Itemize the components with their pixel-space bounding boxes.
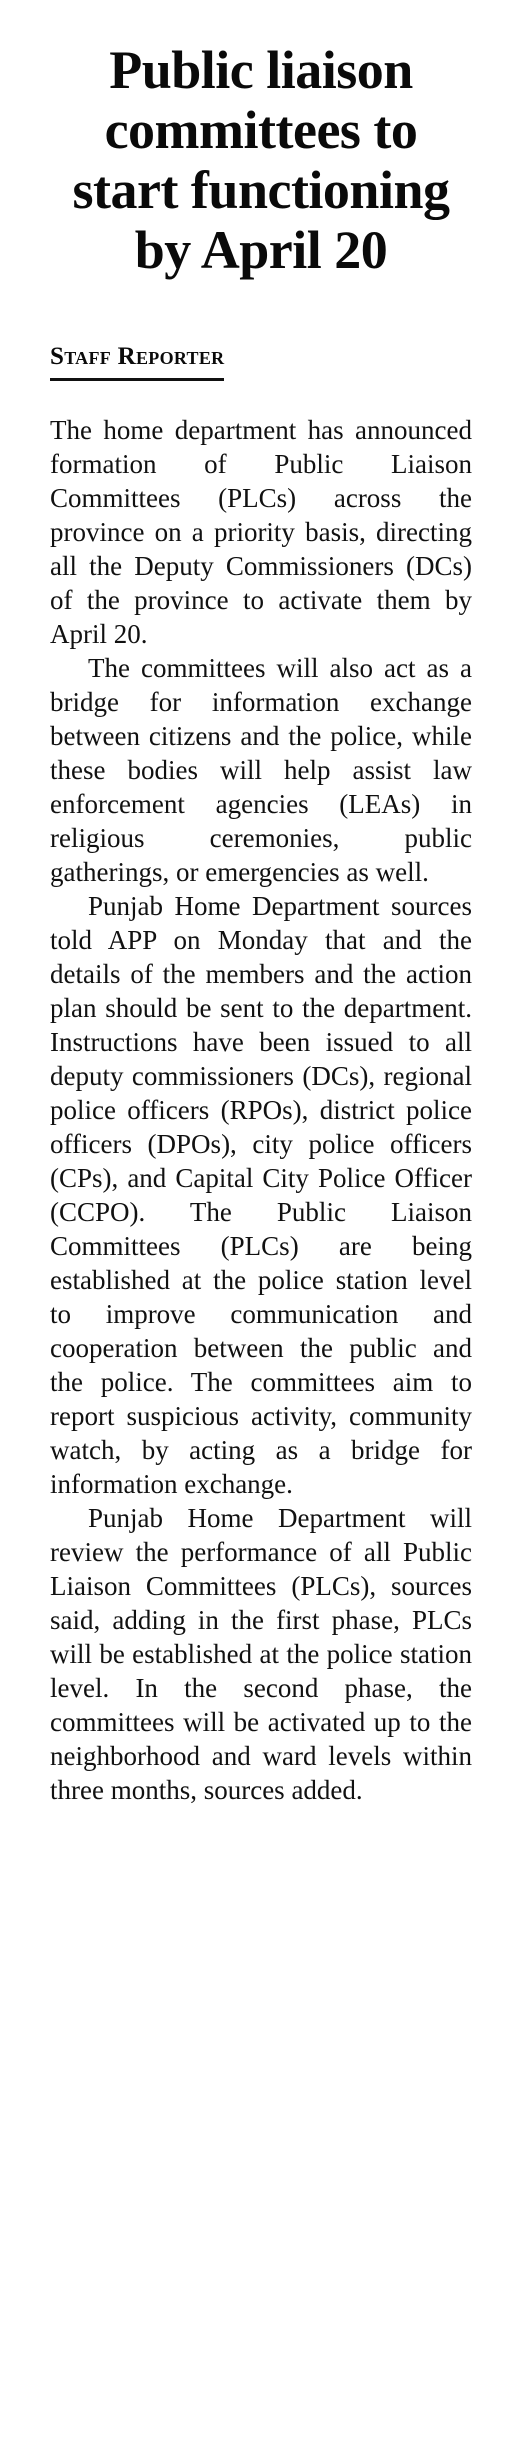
paragraph: Punjab Home Department sources told APP on Monday that and the details of the members and the action plan should be sent to the department. Instructions have been issued to all deputy commissioners (DCs), regional police officers (RPOs), district police officers (DPOs), city police officers (CPs), and Capital City Police Officer (CCPO). The Public Liaison Committees (PLCs) are being established at the police station level to improve communication and cooperation between the public and the police. The committees aim to report suspicious activity, community watch, by acting as a bridge for information exchange. [50,891,472,1499]
article-body [50,413,472,1807]
paragraph: The committees will also act as a bridge for information exchange between citizens and the police, while these bodies will help assist law enforcement agencies (LEAs) in religious ceremonies, public gatherings, or emergencies as well. [50,653,472,887]
paragraph: Punjab Home Department will review the performance of all Public Liaison Committees (PLCs), sources said, adding in the first phase, PLCs will be established at the police station level. In the second phase, the committees will be activated up to the neighborhood and ward levels within three months, sources added. [50,1503,472,1805]
byline: Staff Reporter [50,342,224,381]
headline-line: committees to [104,100,418,160]
headline [50,40,472,280]
paragraph: The home department has announced formation of Public Liaison Committees (PLCs) across the province on a priority basis, directing all the Deputy Commissioners (DCs) of the province to activate them by April 20. [50,415,472,649]
byline-block [50,342,224,381]
headline-line: Public liaison [109,40,413,100]
headline-line: start functioning [72,160,450,220]
headline-line: by April 20 [134,220,388,280]
